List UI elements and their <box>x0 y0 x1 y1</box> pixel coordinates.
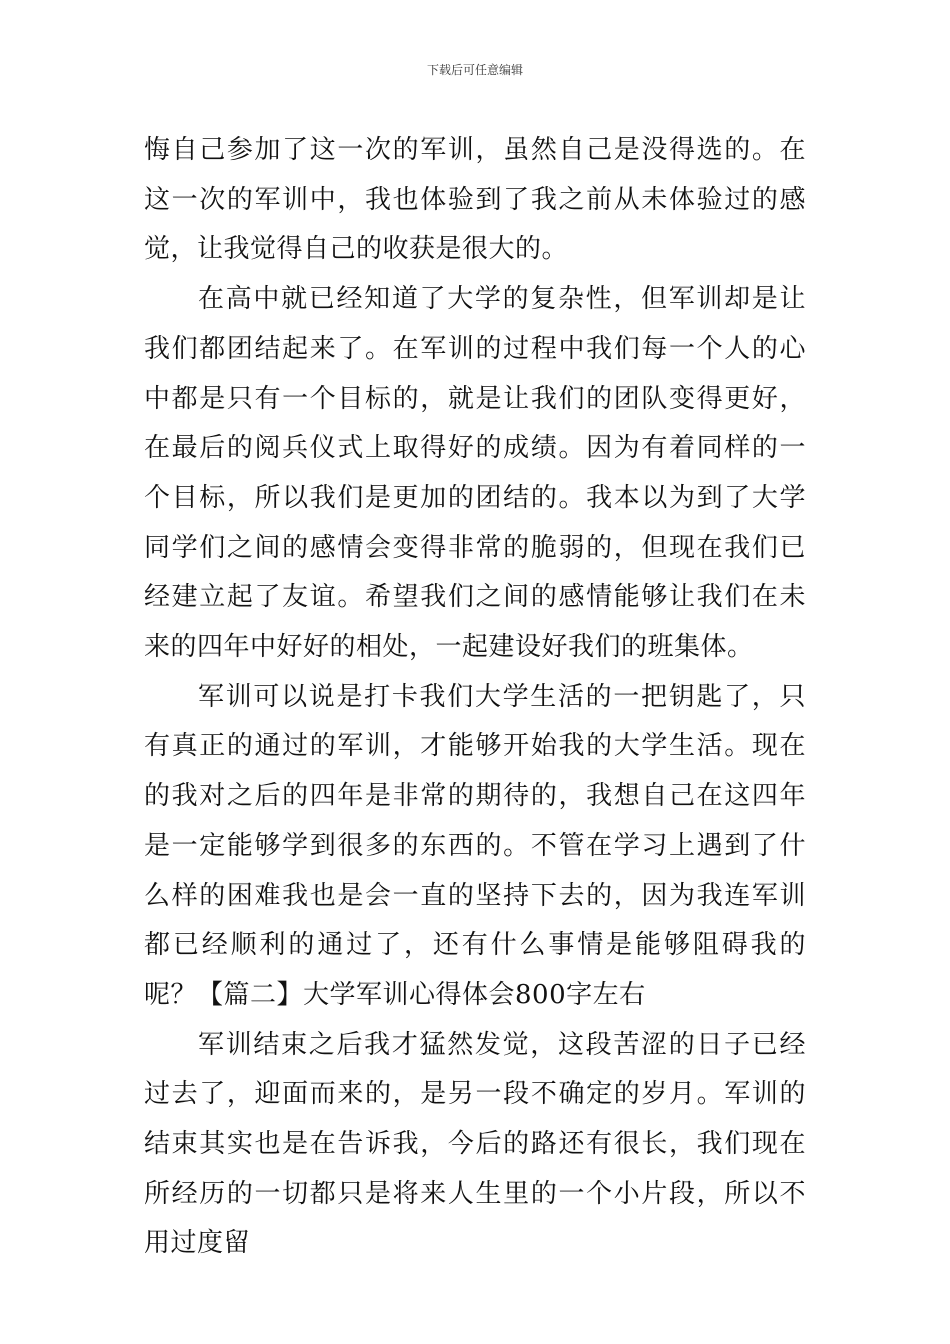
paragraph-4: 军训结束之后我才猛然发觉，这段苦涩的日子已经过去了，迎面而来的，是另一段不确定的岁月。军训的结束其实也是在告诉我，今后的路还有很长，我们现在所经历的一切都只是将来人生里的一个小片段，所以不用过度留 <box>144 1029 806 1259</box>
page-header: 下载后可任意编辑 <box>426 63 523 77</box>
paragraph-2: 在高中就已经知道了大学的复杂性，但军训却是让我们都团结起来了。在军训的过程中我们每一个人的心中都是只有一个目标的，就是让我们的团队变得更好，在最后的阅兵仪式上取得好的成绩。因为有着同样的一个目标，所以我们是更加的团结的。我本以为到了大学同学们之间的感情会变得非常的脆弱的，但现在我们已经建立起了友谊。希望我们之间的感情能够让我们在未来的四年中好好的相处，一起建设好我们的班集体。 <box>144 284 806 663</box>
paragraph-3: 军训可以说是打卡我们大学生活的一把钥匙了，只有真正的通过的军训，才能够开始我的大学生活。现在的我对之后的四年是非常的期待的，我想自己在这四年是一定能够学到很多的东西的。不管在学习上遇到了什么样的困难我也是会一直的坚持下去的，因为我连军训都已经顺利的通过了，还有什么事情是能够阻碍我的呢？【篇二】大学军训心得体会800字左右 <box>144 681 806 1010</box>
document-body <box>144 126 806 1269</box>
paragraph-1: 悔自己参加了这一次的军训，虽然自己是没得选的。在这一次的军训中，我也体验到了我之前从未体验过的感觉，让我觉得自己的收获是很大的。 <box>144 135 806 265</box>
